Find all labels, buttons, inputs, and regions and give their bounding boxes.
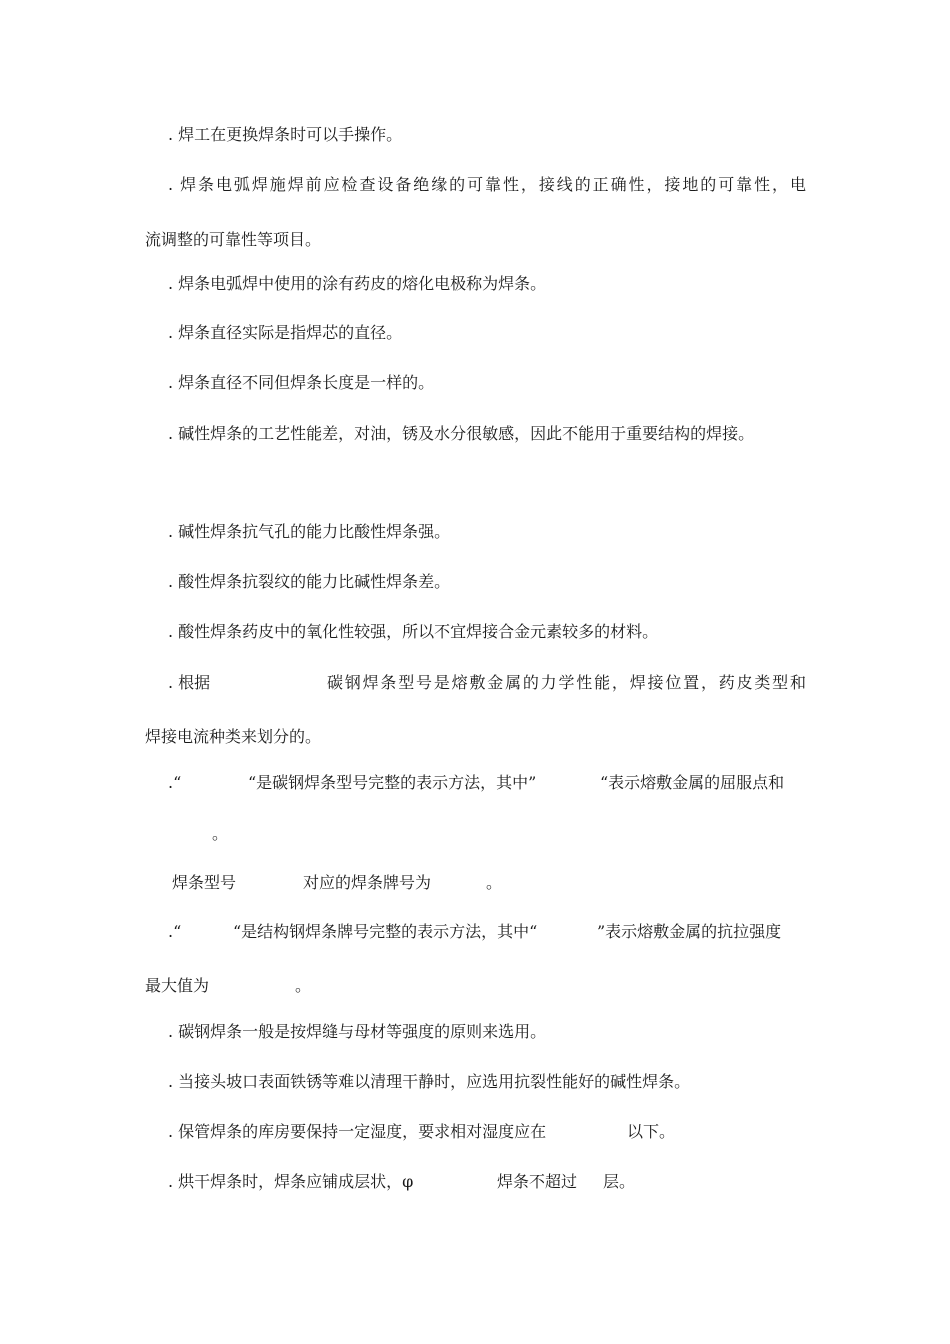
text-line: . 保管焊条的库房要保持一定湿度，要求相对湿度应在 [168,1122,547,1141]
text-line: . 焊条电弧焊施焊前应检查设备绝缘的可靠性，接线的正确性，接地的可靠性，电 [168,175,806,194]
text-line: . 碱性焊条的工艺性能差，对油，锈及水分很敏感，因此不能用于重要结构的焊接。 [168,424,755,443]
text-line: . 焊条电弧焊中使用的涂有药皮的熔化电极称为焊条。 [168,274,547,293]
text-line: “是结构钢焊条牌号完整的表示方法，其中“ [233,922,538,941]
text-line: . 当接头坡口表面铁锈等难以清理干静时，应选用抗裂性能好的碱性焊条。 [168,1072,691,1091]
text-line: ”表示熔敷金属的抗拉强度 [597,922,782,941]
text-line: 对应的焊条牌号为 [303,873,432,892]
text-line: . 酸性焊条药皮中的氧化性较强，所以不宜焊接合金元素较多的材料。 [168,622,659,641]
text-line: 。 [212,824,229,843]
text-line: 焊条型号 [172,873,237,892]
text-line: . 焊工在更换焊条时可以手操作。 [168,125,403,144]
text-line: 层。 [603,1172,636,1191]
text-line: . 碱性焊条抗气孔的能力比酸性焊条强。 [168,522,451,541]
text-line: . 焊条直径实际是指焊芯的直径。 [168,323,403,342]
text-line: 流调整的可靠性等项目。 [145,230,322,249]
text-line: . 碳钢焊条一般是按焊缝与母材等强度的原则来选用。 [168,1022,547,1041]
text-line: 焊接电流种类来划分的。 [145,727,322,746]
text-line: 。 [486,873,503,892]
text-line: 碳钢焊条型号是熔敷金属的力学性能，焊接位置，药皮类型和 [327,673,806,692]
text-line: “表示熔敷金属的屈服点和 [600,773,785,792]
text-line: 最大值为 [145,976,210,995]
text-line: “是碳钢焊条型号完整的表示方法，其中” [248,773,537,792]
text-line: . 酸性焊条抗裂纹的能力比碱性焊条差。 [168,572,451,591]
text-line: . 烘干焊条时，焊条应铺成层状，φ [168,1172,414,1191]
text-line: 焊条不超过 [497,1172,578,1191]
text-line: 以下。 [627,1122,676,1141]
text-line: .“ [168,773,182,792]
text-line: . 根据 [168,673,211,692]
text-line: . 焊条直径不同但焊条长度是一样的。 [168,373,435,392]
text-line: .“ [168,922,182,941]
text-line: 。 [295,976,312,995]
